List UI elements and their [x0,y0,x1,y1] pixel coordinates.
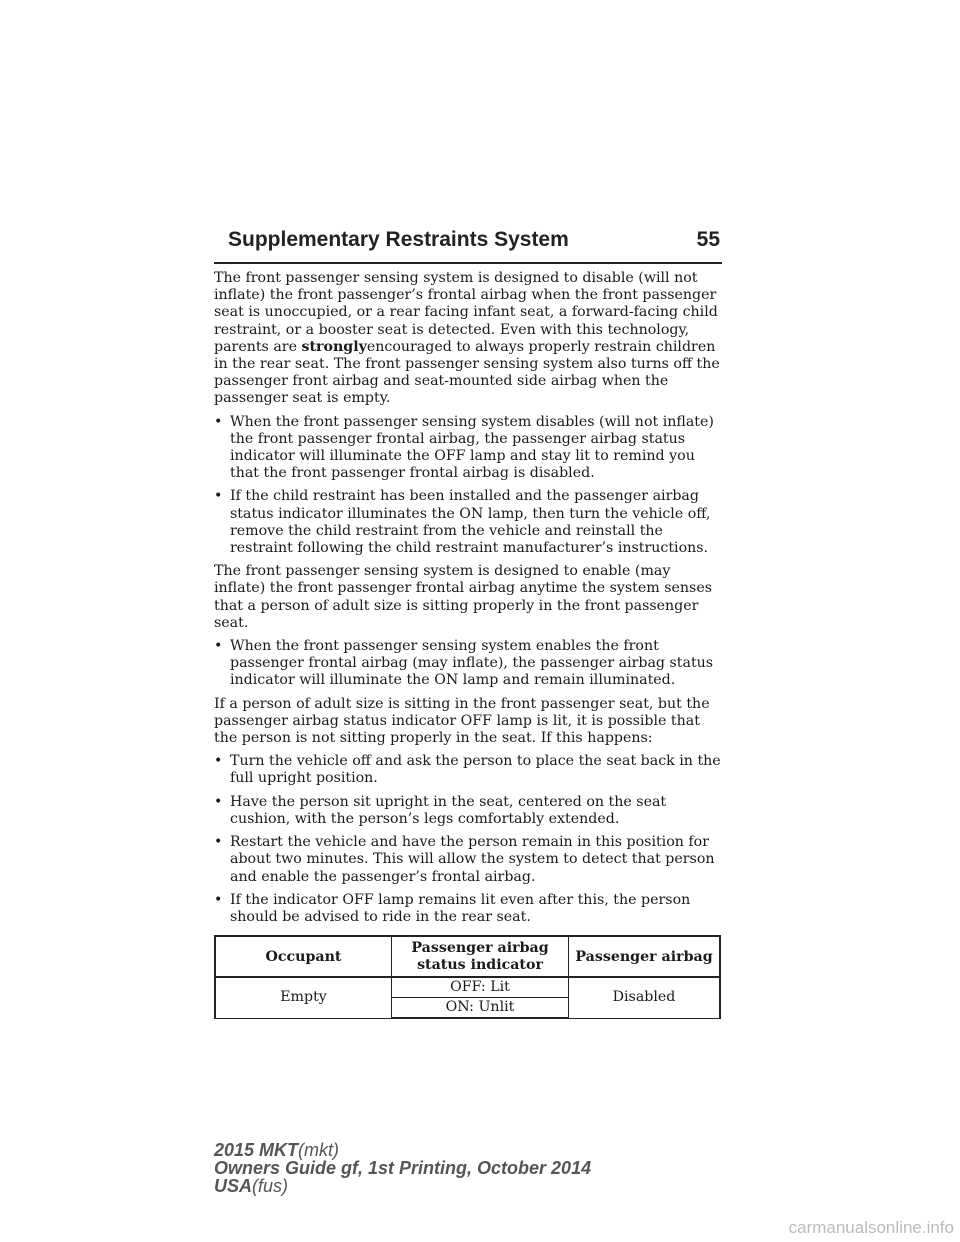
bullet-icon: • [214,638,223,655]
list-item: • When the front passenger sensing system enables the front passenger frontal airbag (may inflate), the passenger airbag status indicator will illuminate the ON lamp and remain illuminated. [214,638,714,689]
cell-indicator-off: OFF: Lit [392,977,569,998]
bullet-icon: • [214,891,223,908]
list-item: • Restart the vehicle and have the person remain in this position for about two minutes. This will allow the system to detect that person and enable the passenger’s frontal airbag. [214,834,715,885]
print-footer [214,1141,591,1195]
list-item: • Turn the vehicle off and ask the person to place the seat back in the full upright position. [214,753,721,787]
footer-line-1: 2015 MKT(mkt) [214,1140,340,1160]
paragraph-1: The front passenger sensing system is designed to disable (will not inflate) the front passenger’s frontal airbag when the front passenger seat is unoccupied, or a rear facing infant seat, a forward-facing child restraint, or a booster seat is detected. Even with this technology, parents are stronglyencouraged to always properly restrain children in the rear seat. The front passenger sensing system also turns off the passenger front airbag and seat-mounted side airbag when the passenger seat is empty. [214,270,720,407]
bullet-icon: • [214,413,223,430]
column-header-occupant: Occupant [215,936,392,977]
page-content [214,270,722,1019]
bullet-icon: • [214,834,223,851]
footer-line-3: USA(fus) [214,1176,289,1196]
cell-indicator-on: ON: Unlit [392,998,569,1019]
section-title: Supplementary Restraints System [228,228,569,251]
footer-line-2: Owners Guide gf, 1st Printing, October 2014 [214,1158,592,1178]
column-header-indicator: Passenger airbag status indicator [392,936,569,977]
bullet-icon: • [214,793,223,810]
table-header-row [215,936,720,977]
paragraph-2: The front passenger sensing system is designed to enable (may inflate) the front passenger frontal airbag anytime the system senses that a person of adult size is sitting properly in the front passenger seat. [214,563,713,631]
strong-emphasis: strongly [301,338,367,355]
list-item: • When the front passenger sensing system disables (will not inflate) the front passenger frontal airbag, the passenger airbag status indicator will illuminate the OFF lamp and stay lit to remind you that the front passenger frontal airbag is disabled. [214,413,714,482]
column-header-airbag: Passenger airbag [569,936,721,977]
watermark: carmanualsonline.info [788,1218,954,1237]
bullet-icon: • [214,753,223,770]
cell-airbag: Disabled [569,977,721,1018]
table-row [215,977,720,998]
page-header [214,226,722,264]
cell-occupant: Empty [215,977,392,1018]
list-item: • If the indicator OFF lamp remains lit even after this, the person should be advised to ride in the rear seat. [214,891,691,925]
bullet-icon: • [214,488,223,505]
paragraph-3: If a person of adult size is sitting in the front passenger seat, but the passenger airbag status indicator OFF lamp is lit, it is possible that the person is not sitting properly in the seat. If this happens: [214,695,710,747]
page-number: 55 [696,228,720,251]
airbag-status-table [214,935,721,1019]
list-item: • If the child restraint has been installed and the passenger airbag status indicator illuminates the ON lamp, then turn the vehicle off, remove the child restraint from the vehicle and reinstall the restraint following the child restraint manufacturer’s instructions. [214,488,711,557]
list-item: • Have the person sit upright in the seat, centered on the seat cushion, with the person’s legs comfortably extended. [214,793,667,827]
